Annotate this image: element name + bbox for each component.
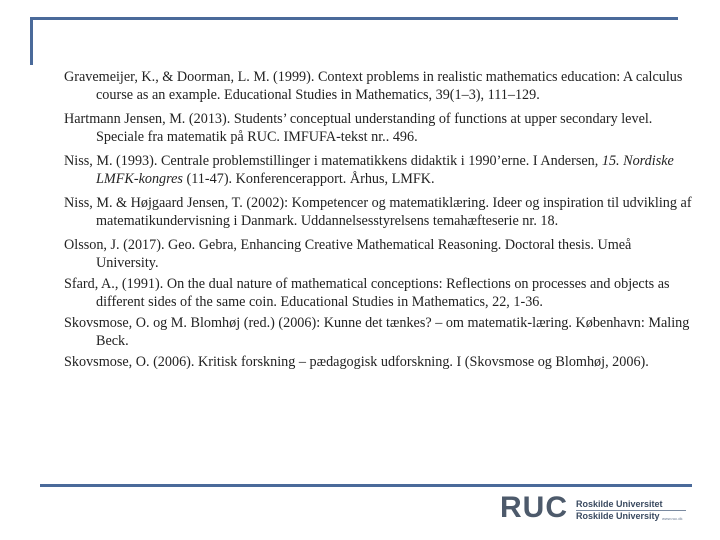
frame-top-line [30, 17, 678, 20]
reference-olsson: Olsson, J. (2017). Geo. Gebra, Enhancing Creative Mathematical Reasoning. Doctoral thesis. Umeå University. [64, 237, 632, 271]
reference-list [64, 68, 696, 377]
reference-sfard: Sfard, A., (1991). On the dual nature of mathematical conceptions: Reflections on processes and objects as different sides of the same coin. Educational Studies in Mathematics, 22, 1-36. [64, 276, 670, 310]
reference-skovsmose-2006: Skovsmose, O. (2006). Kritisk forskning – pædagogisk udforskning. I (Skovsmose og Blomhøj, 2006). [64, 354, 649, 370]
frame-bottom-line [40, 484, 692, 487]
reference-niss-1993 [64, 152, 696, 188]
reference-hartmann-jensen: Hartmann Jensen, M. (2013). Students’ conceptual understanding of functions at upper secondary level. Speciale fra matematik på RUC. IMFUFA-tekst nr.. 496. [64, 111, 653, 145]
frame-left-line [30, 17, 33, 65]
reference-niss-1993-post: (11-47). Konferencerapport. Århus, LMFK. [182, 171, 435, 187]
reference-skovsmose-blomhoj: Skovsmose, O. og M. Blomhøj (red.) (2006): Kunne det tænkes? – om matematik-læring. København: Maling Beck. [64, 315, 690, 349]
logo-line-english: Roskilde University [576, 511, 660, 521]
logo-url: www.ruc.dk [662, 516, 683, 521]
logo-divider [576, 510, 686, 511]
reference-niss-1993-title: 15. Nordiske LMFK-kongres [96, 153, 674, 187]
reference-niss-hojgaard: Niss, M. & Højgaard Jensen, T. (2002): Kompetencer og matematiklæring. Ideer og inspiration til udvikling af matematikundervisning i Danmark. Uddannelsesstyrelsens temahæfteserie nr. 18. [64, 195, 692, 229]
logo-line-danish: Roskilde Universitet [576, 499, 663, 509]
reference-niss-1993-pre: Niss, M. (1993). Centrale problemstillinger i matematikkens didaktik i 1990’erne. I Andersen, [64, 153, 602, 169]
reference-gravemeijer: Gravemeijer, K., & Doorman, L. M. (1999). Context problems in realistic mathematics education: A calculus course as an example. Educational Studies in Mathematics, 39(1–3), 111–129. [64, 69, 683, 103]
ruc-logo [500, 491, 700, 526]
logo-abbreviation: RUC [500, 491, 568, 524]
